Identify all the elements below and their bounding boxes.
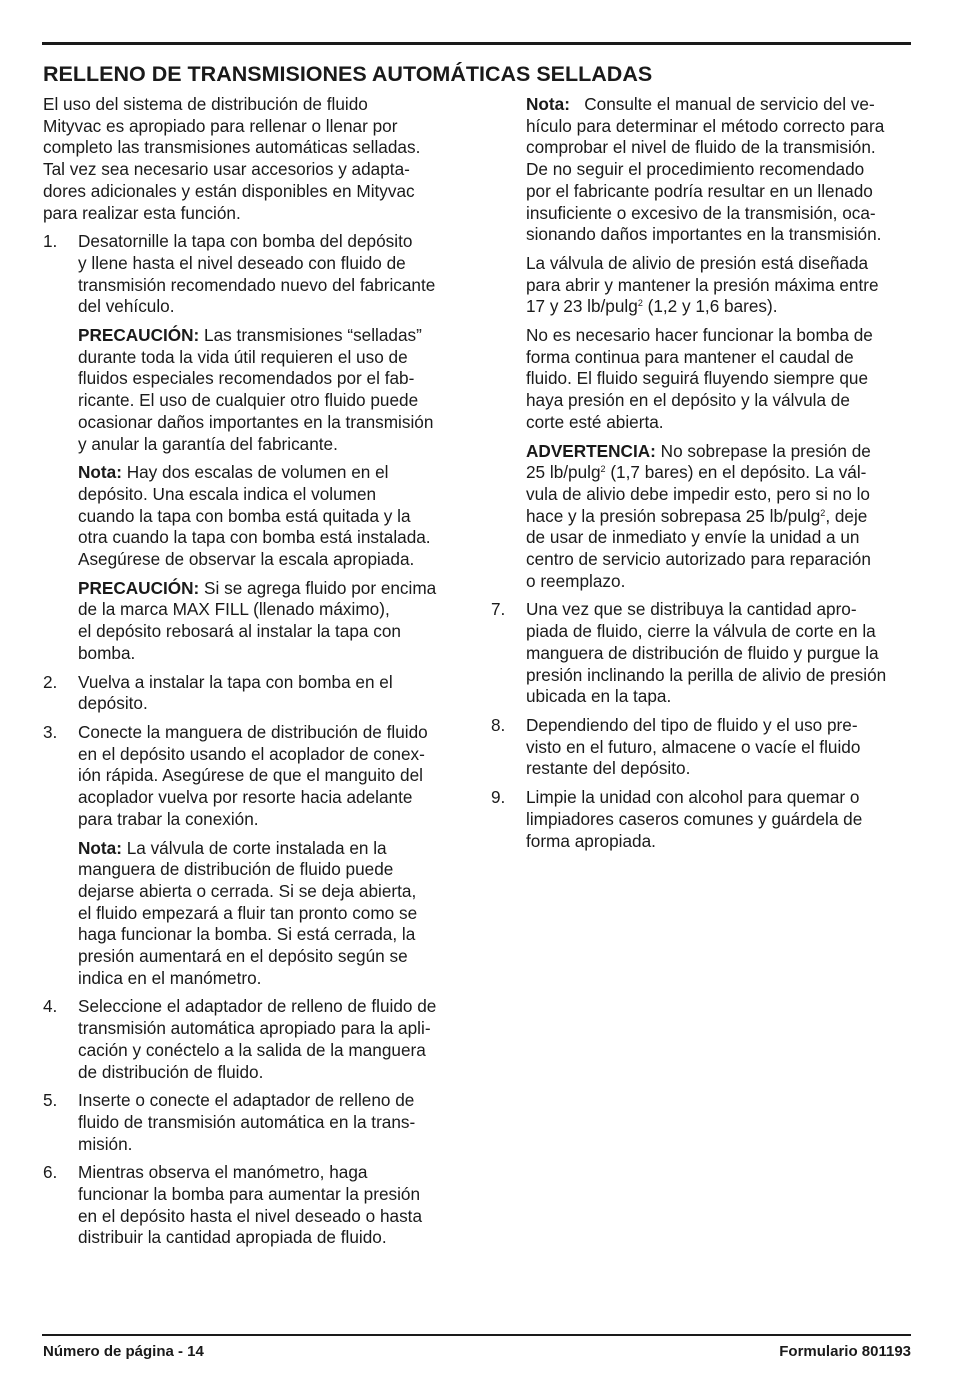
text-line: haya presión en el depósito y la válvula de — [526, 390, 850, 411]
text-line: del vehículo. — [78, 296, 175, 317]
caution-max-fill: PRECAUCIÓN: Si se agrega fluido por encima de la marca MAX FILL (llenado máximo), el depósito rebosará al instalar la tapa con bomba. — [43, 578, 466, 665]
step-number: 8. — [491, 714, 506, 735]
text-line: Limpie la unidad con alcohol para quemar o — [526, 787, 860, 808]
text-line: o reemplazo. — [526, 570, 626, 591]
text-line: ocasionar daños importantes en la transmisión — [78, 411, 434, 432]
note-label: Nota: — [78, 462, 122, 483]
warning-label: ADVERTENCIA: — [526, 440, 656, 461]
text-line: en el depósito hasta el nivel deseado o hasta — [78, 1205, 423, 1226]
text-line: manguera de distribución de fluido puede — [78, 859, 394, 880]
text-line: Tal vez sea necesario usar accesorios y adapta- — [43, 159, 410, 180]
text-line: ricante. El uso de cualquier otro fluido puede — [78, 390, 419, 411]
text-line: presión aumentará en el depósito según se — [78, 946, 408, 967]
step-8 — [491, 715, 911, 780]
text-line: Una vez que se distribuya la cantidad apro- — [526, 599, 857, 620]
step-number: 4. — [43, 996, 58, 1017]
text-line: insuficiente o excesivo de la transmisión, oca- — [526, 202, 876, 223]
text-line: forma continua para mantener el caudal de — [526, 346, 854, 367]
text-line: distribuir la cantidad apropiada de fluido. — [78, 1227, 387, 1248]
text-line: para trabar la conexión. — [78, 808, 259, 829]
text-line: Inserte o conecte el adaptador de relleno de — [78, 1090, 415, 1111]
text-line: para realizar esta función. — [43, 202, 241, 223]
step-number: 6. — [43, 1162, 58, 1183]
step-4 — [43, 996, 466, 1083]
text-line: depósito. Una escala indica el volumen — [78, 483, 377, 504]
text-line: Mientras observa el manómetro, haga — [78, 1162, 368, 1183]
text-line: forma apropiada. — [526, 830, 656, 851]
text-line: comprobar el nivel de fluido de la transmisión. — [526, 137, 876, 158]
text-line: dejarse abierta o cerrada. Si se deja abierta, — [78, 880, 417, 901]
step-5 — [43, 1090, 466, 1155]
text-line: dores adicionales y están disponibles en Mityvac — [43, 180, 415, 201]
text-line: de distribución de fluido. — [78, 1061, 264, 1082]
text-line: ión rápida. Asegúrese de que el manguito del — [78, 765, 423, 786]
text-line: El uso del sistema de distribución de fluido — [43, 94, 368, 114]
note-volume-scales: Nota: Hay dos escalas de volumen en el depósito. Una escala indica el volumen cuando la tapa con bomba está quitada y la otra cuando la tapa con bomba está instalada. Asegúrese de observar la escala apropiada. — [43, 462, 466, 571]
text-line: fluidos especiales recomendados por el fab- — [78, 368, 415, 389]
step-number: 1. — [43, 231, 58, 252]
intro-paragraph — [43, 94, 466, 224]
step-number: 2. — [43, 671, 58, 692]
right-column — [491, 94, 911, 859]
text-line: cuando la tapa con bomba está quitada y la — [78, 505, 411, 526]
text-line: transmisión automática apropiado para la apli- — [78, 1018, 431, 1039]
text-line: en el depósito usando el acoplador de conex- — [78, 743, 425, 764]
page-number: Número de página - 14 — [43, 1343, 204, 1360]
text-line: fluido de transmisión automática en la trans- — [78, 1111, 416, 1132]
text-line: de usar de inmediato y envíe la unidad a un — [526, 527, 860, 548]
text-line: y llene hasta el nivel deseado con fluido de — [78, 252, 406, 273]
text-line: corte esté abierta. — [526, 411, 664, 432]
text-line: Asegúrese de observar la escala apropiada. — [78, 549, 415, 570]
step-1 — [43, 231, 466, 318]
text-line: Conecte la manguera de distribución de fluido — [78, 721, 428, 742]
text-line: Desatornille la tapa con bomba del depósito — [78, 231, 413, 252]
note-shutoff-valve: Nota: La válvula de corte instalada en la manguera de distribución de fluido puede dejarse abierta o cerrada. Si se deja abierta, el fluido empezará a fluir tan pronto como se haga funcionar la bomba. Si está cerrada, la presión aumentará en el depósito según se indica en el manómetro. — [43, 838, 466, 990]
text-line: bomba. — [78, 642, 136, 663]
step-2 — [43, 672, 466, 715]
text-line: completo las transmisiones automáticas selladas. — [43, 137, 421, 158]
text-line: De no seguir el procedimiento recomendado — [526, 159, 865, 180]
text-line: piada de fluido, cierre la válvula de corte en la — [526, 621, 876, 642]
note-label: Nota: — [78, 837, 122, 858]
text-line: Vuelva a instalar la tapa con bomba en el — [78, 671, 393, 692]
step-9 — [491, 787, 911, 852]
text-line: restante del depósito. — [526, 758, 691, 779]
note-service-manual: Nota: Consulte el manual de servicio del ve- hículo para determinar el método correcto para comprobar el nivel de fluido de la transmisión. De no seguir el procedimiento recomendado por el fabricante podría resultar en un llenado insuficiente o excesivo de la transmisión, oca- sionando daños importantes en la transmisión. — [491, 94, 911, 246]
text-line: manguera de distribución de fluido y purgue la — [526, 642, 879, 663]
text-line: No es necesario hacer funcionar la bomba de — [526, 325, 873, 346]
text-line: Seleccione el adaptador de relleno de fluido de — [78, 996, 437, 1017]
text-line: y anular la garantía del fabricante. — [78, 433, 338, 454]
text-line: de la marca MAX FILL (llenado máximo), — [78, 599, 390, 620]
text-line: sionando daños importantes en la transmisión. — [526, 224, 882, 245]
text-line: hículo para determinar el método correcto para — [526, 115, 885, 136]
text-line: por el fabricante podría resultar en un llenado — [526, 180, 873, 201]
text-line: Mityvac es apropiado para rellenar o llenar por — [43, 115, 398, 136]
bottom-rule — [42, 1334, 911, 1336]
text-line: durante toda la vida útil requieren el uso de — [78, 346, 408, 367]
step-number: 3. — [43, 721, 58, 742]
pump-paragraph — [491, 325, 911, 434]
text-line: depósito. — [78, 693, 148, 714]
caution-label: PRECAUCIÓN: — [78, 325, 200, 346]
text-line: otra cuando la tapa con bomba está instalada. — [78, 527, 431, 548]
top-rule — [42, 42, 911, 45]
text-line: Dependiendo del tipo de fluido y el uso pre- — [526, 714, 858, 735]
text-line: fluido. El fluido seguirá fluyendo siempre que — [526, 368, 869, 389]
text-line: misión. — [78, 1133, 133, 1154]
step-3 — [43, 722, 466, 831]
step-number: 9. — [491, 787, 506, 808]
note-label: Nota: — [526, 94, 570, 114]
text-line: cación y conéctelo a la salida de la manguera — [78, 1039, 426, 1060]
caution-sealed-transmissions: PRECAUCIÓN: Las transmisiones “selladas” durante toda la vida útil requieren el uso de fluidos especiales recomendados por el fab- ricante. El uso de cualquier otro fluido puede ocasionar daños importantes en la transmisión y anular la garantía del fabricante. — [43, 325, 466, 455]
text-line: transmisión recomendado nuevo del fabricante — [78, 274, 436, 295]
left-column — [43, 94, 466, 1256]
form-number: Formulario 801193 — [779, 1343, 911, 1360]
text-line: centro de servicio autorizado para reparación — [526, 549, 871, 570]
text-line: indica en el manómetro. — [78, 967, 262, 988]
caution-label: PRECAUCIÓN: — [78, 577, 200, 598]
step-6 — [43, 1162, 466, 1249]
text-line: limpiadores caseros comunes y guárdela de — [526, 808, 863, 829]
step-number: 7. — [491, 599, 506, 620]
page-title: RELLENO DE TRANSMISIONES AUTOMÁTICAS SELLADAS — [43, 62, 653, 86]
relief-valve-paragraph: La válvula de alivio de presión está diseñada para abrir y mantener la presión máxima entre 17 y 23 lb/pulg$^2$ (1,2 y 1,6 bares). — [526, 252, 879, 317]
text-line: presión inclinando la perilla de alivio de presión — [526, 664, 887, 685]
text-line: funcionar la bomba para aumentar la presión — [78, 1184, 421, 1205]
step-number: 5. — [43, 1090, 58, 1111]
text-line: visto en el futuro, almacene o vacíe el fluido — [526, 736, 861, 757]
text-line: el fluido empezará a fluir tan pronto como se — [78, 902, 418, 923]
step-7 — [491, 599, 911, 708]
text-line: ubicada en la tapa. — [526, 686, 672, 707]
warning-max-pressure: ADVERTENCIA: No sobrepase la presión de 25 lb/pulg$^2$ (1,7 bares) en el depósito. La vál- vula de alivio debe impedir esto, pero si no lo hace y la presión sobrepasa 25 lb/pulg$^2$, deje de usar de inmediato y envíe la unidad a un centro de servicio autorizado para reparación o reemplazo. — [491, 441, 911, 593]
text-line: acoplador vuelva por resorte hacia adelante — [78, 787, 413, 808]
text-line: haga funcionar la bomba. Si está cerrada, la — [78, 924, 416, 945]
text-line: el depósito rebosará al instalar la tapa con — [78, 621, 401, 642]
